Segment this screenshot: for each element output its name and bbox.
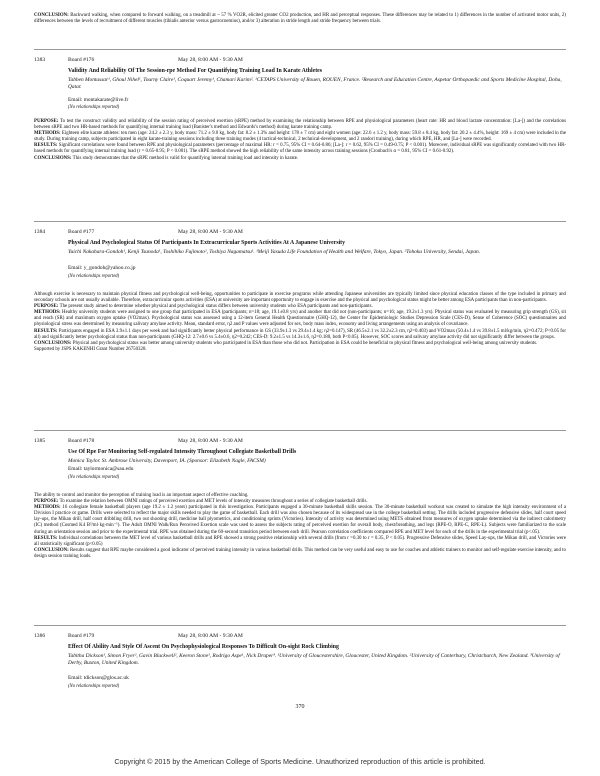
divider <box>34 625 566 626</box>
author-list: Tabitha Dickson¹, Simon Fryer², Gavin Blackwell², Keeron Stone¹, Rodrigo Aspe¹, Nick Draper³. ¹University of Gloucestershire, Gloucester, United Kingdom. ²University of Canterbury, Christchurch, New Zealand. ³University of Derby, Buxton, United Kingdom. <box>68 653 560 666</box>
abstract-paragraph: METHODS: 16 collegiate female basketball players (age 19.2 ± 1.2 years) participated in this investigation. Participants engaged a 30-minute basketball skills session. The 30-minute basketball workout was created to simulate the high intensity environment of a Division I practice or game. Drills were selected to reflect the major skills needed to play the game of basketball. Each drill was also chosen because of its widespread use in the college basketball setting. The drills included progressive defensive slides, half court speed lay-ups, the Mikan drill, half court dribbling drill, two out shooting drill, medicine ball plyometrics, and conditioning sprints (Victories). Intensity of activity was determined using METS obtained from measures of oxygen uptake determined via the indirect calorimetry (IC) method (Cosmed K4 B²/ml·kg-min⁻¹). The Adult OMNI Walk/Run Perceived Exertion scale was used to assess the subjects rating of perceived exertion for overall body, chest/breathing, and legs (RPE-O, RPE-C, RPE-L). Subjects were familiarized to the scale during an orientation session and prior to the experimental trial. RPE was obtained during the 60-second transition period between each drill. Pearson correlation coefficients compared RPE and MET level for each of the drills in the experimental trial (p<.05). <box>34 505 566 535</box>
abstract-title: Validity And Reliability Of The Session-rpe Method For Quantifying Training Load In Karate Athletes <box>68 68 322 74</box>
board-number: Board #176 <box>68 57 95 63</box>
author-list: Monica Taylor. St. Ambrose University, Davenport, IA. (Sponsor: Elizabeth Nagle, FACSM) <box>68 458 266 464</box>
board-number: Board #179 <box>68 633 95 639</box>
session-time: May 28, 8:00 AM - 9:30 AM <box>178 57 243 63</box>
abstract-paragraph: CONCLUSIONS: Physical and psychological status was better among university students who participated in ESA than those who did not. Participation in ESA could be beneficial to physical fitness and psychological well-being among university students. <box>34 340 538 346</box>
board-number: Board #178 <box>68 438 95 444</box>
copyright-notice: Copyright © 2015 by the American College of Sports Medicine. Unauthorized reproduction of this article is prohibited. <box>114 757 486 766</box>
abstract-paragraph: RESULTS: Individual correlations between the MET level of various basketball drills and RPE showed a strong positive relationship with several drills (from r =0.30 to r = 0.35, P < 0.05). Progressive Defensive slides, Speed Lay-ups, the Mikan drill, and Victories were all statistically significant (p<0.05) <box>34 535 566 547</box>
abstract-number: 1385 <box>34 438 46 444</box>
abstract-paragraph: The ability to control and monitor the perception of training load is an important aspect of effective coaching. <box>34 493 249 498</box>
abstract-paragraph: CONCLUSION: Results suggest that RPE maybe considered a good indicator of perceived training intensity in various basketball drills. This method can be very useful and easy to use for coaches and athletic trainers to monitor and self-regulate exercise intensity, and to design session training loads. <box>34 547 566 559</box>
abstract-number: 1386 <box>34 633 46 639</box>
abstract-number: 1383 <box>34 57 46 63</box>
abstract-body <box>34 493 566 560</box>
page-number: 370 <box>295 704 305 710</box>
prev-conclusion: CONCLUSION: Backward walking, when compared to forward walking, on a treadmill at ~ 57 % VO2R, elicited greater CO2 production, and HR and perceptual responses. These differences may be related to 1) differences in the number of activated motor units, 2) differences between the levels of recruitment of different muscles (tibialis anterior versus gastrocnemius), and/or 3) alteration in stride length and stride frequency between trials. <box>34 13 566 25</box>
abstract-title: Physical And Psychological Status Of Participants In Extracurricular Sports Activities At A Japanese University <box>68 240 346 246</box>
abstract-body <box>34 119 566 162</box>
abstract-paragraph: METHODS: Eighteen elite karate athletes: ten men (age: 24.2 ± 2.3 y, body mass: 71.2 ± 9.0 kg, body fat: 8.2 ± 1.3% and height: 178 ± 7 cm) and eight women (age: 22.6 ± 1.2 y, body mass: 59.8 ± 8.4 kg, body fat: 20.2 ± 4.4%, height: 169 ± 4 cm) were included in the study. During training camp, subjects participated in eight karate-training sessions including three training modes (4 tactical-technical, 2 technical-development, and 2 randori training), during which RPE, HR, and [La-] were recorded. <box>34 131 566 143</box>
divider <box>34 49 566 50</box>
relationships-note: (No relationships reported) <box>68 475 120 480</box>
abstract-paragraph: PURPOSE: The present study aimed to determine whether physical and psychological status differs between university students who ESA participants and non-participants. <box>34 304 373 310</box>
abstract-paragraph: RESULTS: Significant correlations were found between RPE and physiological parameters (percentage of maximal HR: r = 0.75, 95% CI = 0.64-0.86; [La-]: r = 0.62, 95% CI = 0.49-0.75; P < 0.001). Moreover, individual sRPE was significantly correlated with two HR-based methods for quantifying internal training load (r = 0.65-0.95; P < 0.001). The sRPE method showed the high reliability of the same intensity across training sessions (Cronbach's α = 0.81, 95% CI = 0.61-0.92). <box>34 143 566 155</box>
session-time: May 28, 8:00 AM - 9:30 AM <box>178 229 243 235</box>
abstract-title: Use Of Rpe For Monitoring Self-regulated Intensity Throughout Collegiate Basketball Drills <box>68 449 297 455</box>
abstract-number: 1384 <box>34 229 46 235</box>
abstract-title: Effect Of Ability And Style Of Ascent On Psychophysiological Responses To Difficult On-sight Rock Climbing <box>68 644 339 650</box>
relationships-note: (No relationships reported) <box>68 105 120 110</box>
abstract-paragraph: Although exercise is necessary to maintain physical fitness and psychological well-being, opportunities to participate in exercise programs while attending Japanese universities are typically limited since physical education classes of the type included in primary and secondary schools are not usually available. Therefore, extracurricular sports activities (ESA) at university are important opportunity to engage in exercise and the physical and psychological status might be better among ESA participants than in non-participants. <box>34 292 566 304</box>
author-email: Email: taylormonica@sau.edu <box>68 466 134 472</box>
relationships-note: (No relationships reported) <box>68 274 120 279</box>
author-list: Yuichi Nakahara-Gondoh¹, Kenji Tsunoda¹, Toshihiko Fujimoto², Toshiya Nagamatsu¹. ¹Meiji Yasuda Life Foundation of Health and Welfare, Tokyo, Japan. ²Tohoku University, Sendai, Japan. <box>68 249 481 255</box>
session-time: May 28, 8:00 AM - 9:30 AM <box>178 633 243 639</box>
divider <box>34 221 566 222</box>
author-list: Tabben Montassar¹, Ghoul Nihel¹, Tourny Claire¹, Coquart Jeremy¹, Chamari Karim². ¹CETAPS University of Rouen, ROUEN, France. ²Research and Education Centre, Aspetar Orthopaedic and Sports Medicine Hospital, Doha, Qatar. <box>68 77 562 90</box>
author-email: Email: y_gondoh@yahoo.co.jp <box>68 265 136 271</box>
author-email: Email: tdickson@glos.ac.uk <box>68 675 129 681</box>
session-time: May 28, 8:00 AM - 9:30 AM <box>178 438 243 444</box>
relationships-note: (No relationships reported) <box>68 684 120 689</box>
divider <box>34 430 566 431</box>
abstract-paragraph: PURPOSE: To examine the relation between OMNI ratings of perceived exertion and MET levels of intensity measures throughout a series of collegiate basketball drills. <box>34 499 368 505</box>
abstract-body <box>34 292 566 353</box>
author-email: Email: montakarate@live.fr <box>68 97 129 103</box>
abstract-paragraph: METHODS: Healthy university students were assigned to one group that participated in ESA (participants; n=18; age, 19.1±0.8 yrs) and another that did not (non-participants; n=16; age, 19.2±1.3 yrs). Physical status was evaluated by measuring grip strength (GS), sit and reach (SR) and maximum oxygen uptake (VO2max). Psychological status was assessed using a 12-item General Health Questionnaire (GHQ-12), the Center for Epidemiologic Studies Depression Scale (CES-D), Sense of Coherence (SOC) questionnaires and physiological stress was determined by measuring salivary amylase activity. Mean, standard error, η2 and P values were adjusted for sex, body mass index, economy and living arrangements using an analysis of covariance. <box>34 310 566 328</box>
abstract-paragraph: RESULTS: Participants engaged in ESA 3.9±1.1 days per week and had significantly better physical performance in GS (33.9±1.3 vs 29.4±1.4 kg; η2=0.147), SR (46.5±2.1 vs 32.2±2.3 cm, η2=0.403) and VO2max (50.4±1.4 vs 39.8±1.5 ml/kg/min, η2=0.472; P<0.05 for all) and significantly better psychological status than non-participants (GHQ-12: 2.7±0.6 vs 5.4±0.6, η2=0.242; CES-D: 9.2±1.5 vs 14.3±1.6, η2=0.180, both P<0.05). However, SOC scores and salivary amylase activity did not significantly differ between the groups. <box>34 328 566 340</box>
abstract-paragraph: PURPOSE: To test the construct validity and reliability of the session rating of perceived exertion (sRPE) method by examining the relationship between RPE and physiological parameters (heart rate: HR and blood lactate concentration: [La-]) and the correlations between sRPE and two HR-based methods for quantifying internal training load (Banister's method and Edwards's method) during karate training camp. <box>34 119 566 131</box>
funding-note: Supported by JSPS KAKENHI Grant Number 26750328. <box>34 346 147 352</box>
abstract-paragraph: CONCLUSIONS: This study demonstrates that the sRPE method is valid for quantifying internal training load and intensity in karate. <box>34 155 299 161</box>
board-number: Board #177 <box>68 229 95 235</box>
